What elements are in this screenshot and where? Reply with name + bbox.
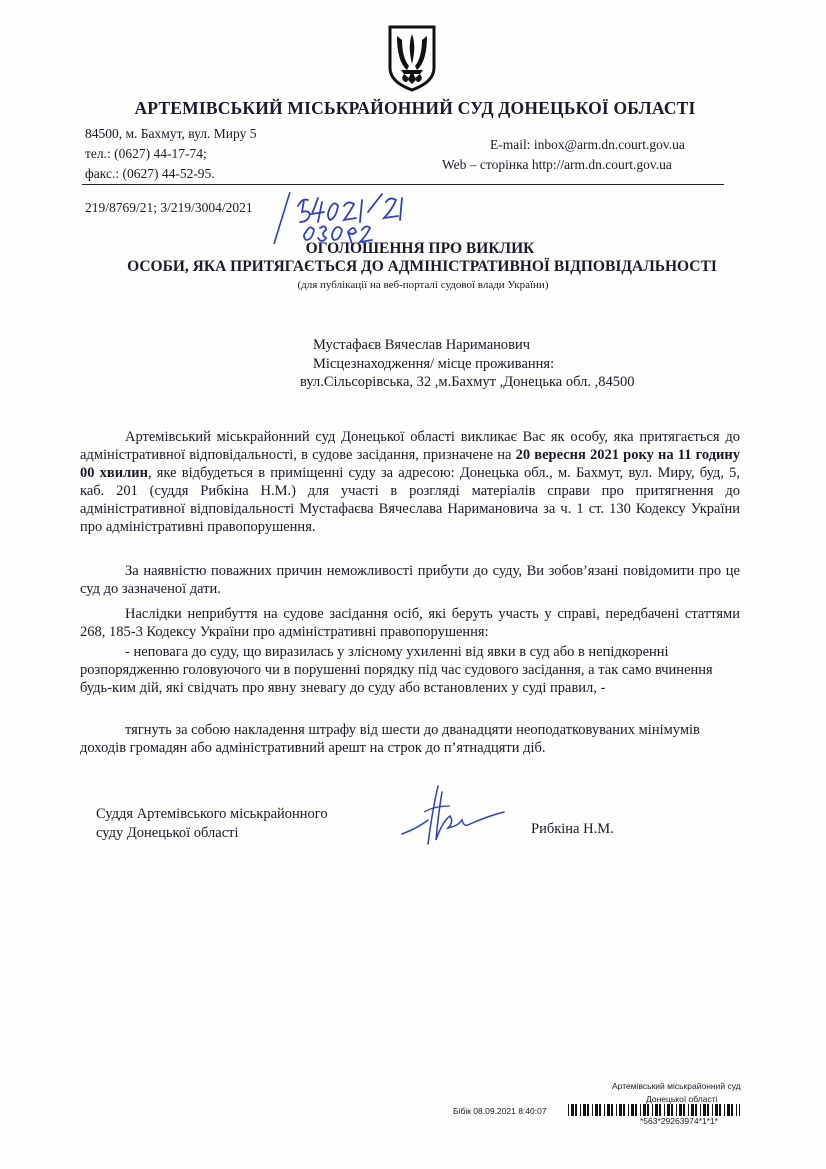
paragraph-summons [80, 428, 740, 536]
recipient-address: вул.Сільсорівська, 32 ,м.Бахмут ,Донецька обл. ,84500 [300, 374, 635, 390]
paragraph-contempt: - неповага до суду, що виразилась у злісному ухиленні від явки в суд або в непідкоренні розпорядженню головуючого чи в порушенні порядку під час судового засідання, а так само вчинення будь-ким дій, які свідчать про явну зневагу до суду або встановлених у суді правил, - [80, 644, 713, 696]
court-fax: факс.: (0627) 44-52-95. [85, 166, 215, 181]
paragraph-penalty: тягнуть за собою накладення штрафу від шести до дванадцяти неоподатковуваних мінімумів доходів громадян або адміністративний арешт на строк до п’ятнадцяти діб. [80, 722, 700, 756]
signer-title-line-2: суду Донецької області [96, 825, 239, 841]
court-email: E-mail: inbox@arm.dn.court.gov.ua [490, 137, 685, 152]
registry-stamp-line-2: Донецької області [646, 1094, 718, 1104]
publication-note: (для публікації на веб-порталі судової влади України) [297, 279, 549, 291]
summons-text-start: Артемівський міськрайонний суд Донецької області викликає Вас як особу, яка притягається до адміністративної відповідальності, в судове засідання, призначене на [80, 429, 740, 463]
court-name: АРТЕМІВСЬКИЙ МІСЬКРАЙОННИЙ СУД ДОНЕЦЬКОЇ ОБЛАСТІ [134, 98, 696, 118]
case-number: 219/8769/21; 3/219/3004/2021 [85, 200, 253, 215]
title-line-1: ОГОЛОШЕННЯ ПРО ВИКЛИК [305, 240, 535, 257]
signer-title-line-1: Суддя Артемівського міськрайонного [96, 806, 328, 822]
handwritten-signature [398, 782, 508, 848]
paragraph-notify: За наявністю поважних причин неможливості прибути до суду, Ви зобов’язані повідомити про це суд до зазначеної дати. [80, 563, 740, 597]
summons-text-end: , яке відбудеться в приміщенні суду за адресою: Донецька обл., м. Бахмут, вул. Миру, буд, 5, каб. 201 (суддя Рибкіна Н.М.) для участі в розгляді матеріалів справи про притягнення до адміністративної відповідальності Мустафаєва Вячеслава Наримановича за ч. 1 ст. 130 Кодексу України про адміністративні правопорушення. [80, 465, 740, 535]
registry-stamp-user-date: Бібік 08.09.2021 8:40:07 [453, 1106, 547, 1116]
recipient-location-label: Місцезнаходження/ місце проживання: [313, 356, 555, 372]
court-phone: тел.: (0627) 44-17-74; [85, 146, 207, 161]
title-line-2: ОСОБИ, ЯКА ПРИТЯГАЄТЬСЯ ДО АДМІНІСТРАТИВНОЇ ВІДПОВІДАЛЬНОСТІ [127, 258, 717, 275]
court-website: Web – сторінка http://arm.dn.court.gov.ua [442, 157, 672, 172]
recipient-name: Мустафаєв Вячеслав Нариманович [313, 337, 531, 353]
paragraph-consequences: Наслідки неприбуття на судове засідання осіб, які беруть участь у справі, передбачені статтями 268, 185-3 Кодексу України про адміністративні правопорушення: [80, 606, 740, 640]
header-divider [82, 184, 724, 185]
barcode-icon [568, 1104, 740, 1116]
hearing-date-time: 20 вересня 2021 року на 11 годину 00 хвилин [80, 447, 740, 481]
registry-stamp-line-1: Артемівський міськрайонний суд [612, 1081, 741, 1091]
barcode-number: *563*29263974*1*1* [640, 1116, 718, 1126]
court-address: 84500, м. Бахмут, вул. Миру 5 [85, 126, 257, 141]
signer-name: Рибкіна Н.М. [531, 821, 614, 837]
coat-of-arms-icon [387, 24, 437, 92]
